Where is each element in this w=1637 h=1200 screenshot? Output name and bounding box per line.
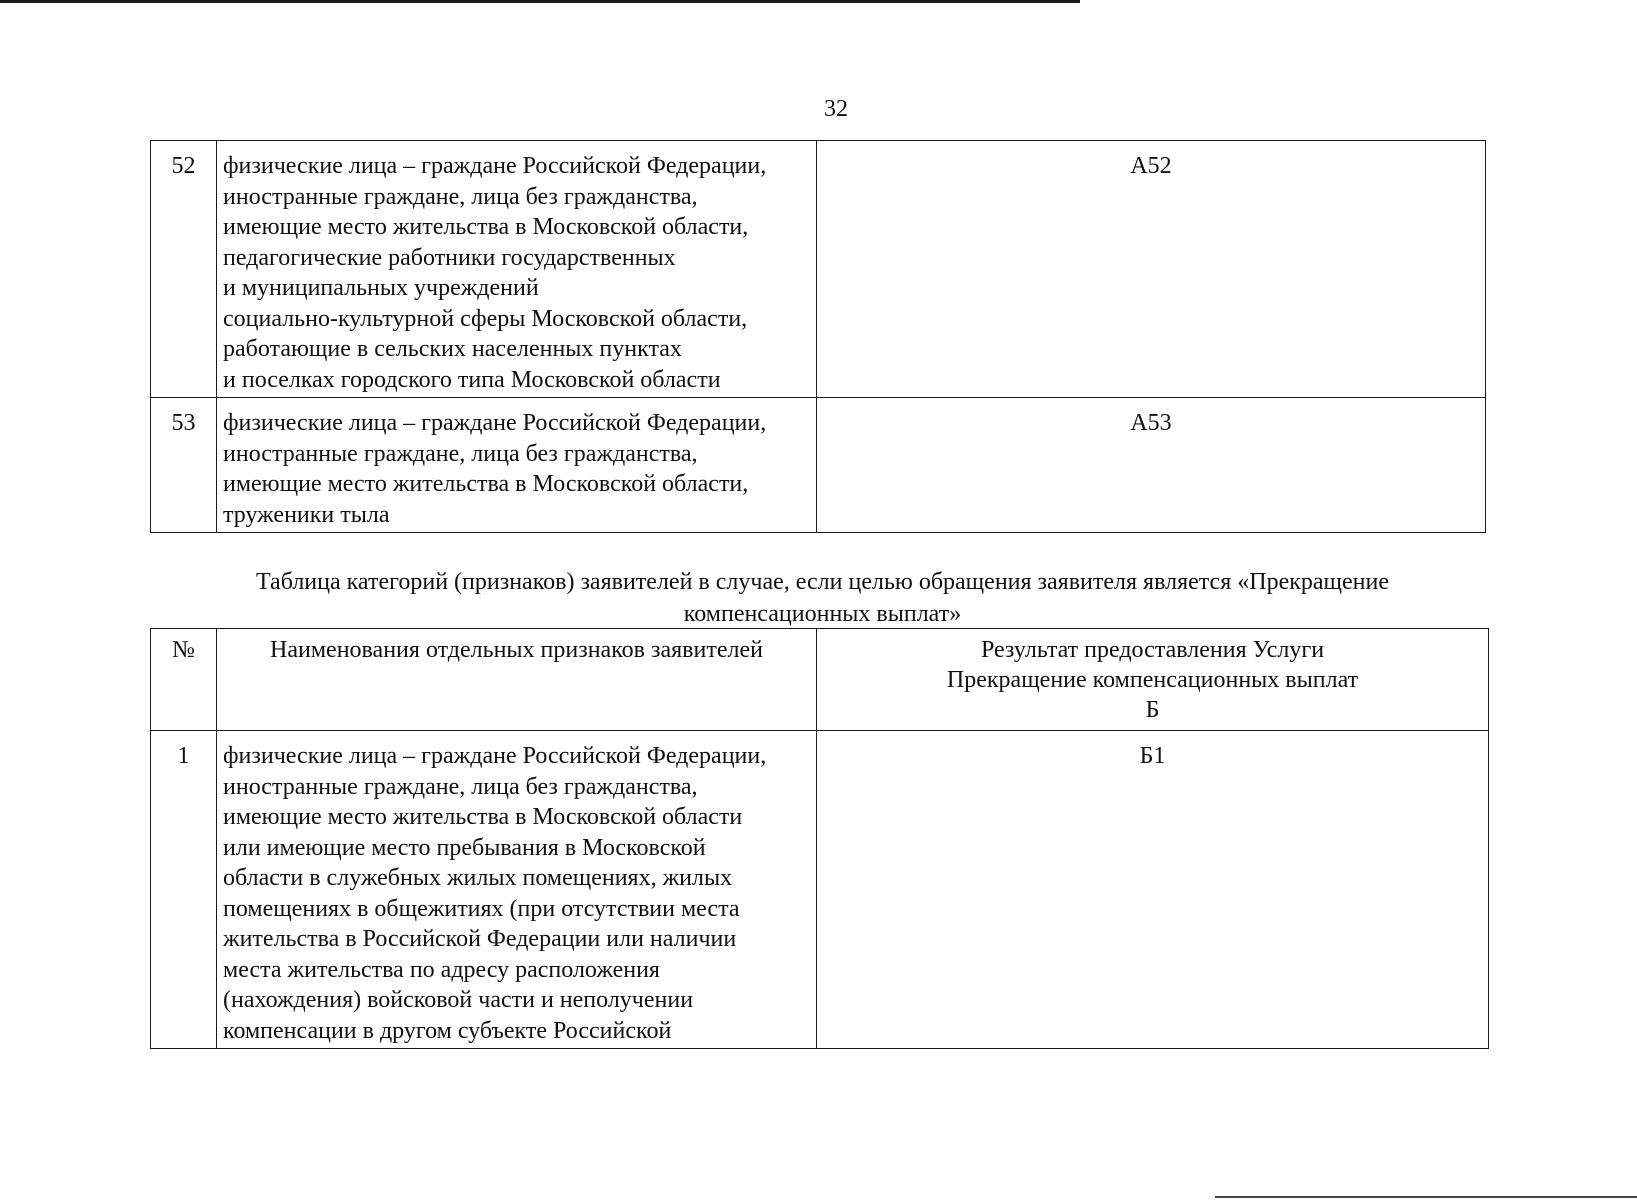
description-line: труженики тыла — [223, 501, 390, 528]
row-number: 1 — [151, 731, 217, 1049]
description-line: социально-культурной сферы Московской области, — [223, 305, 748, 332]
applicant-description — [217, 141, 817, 398]
termination-categories-table — [150, 628, 1489, 1049]
description-line: области в служебных жилых помещениях, жилых — [223, 865, 733, 891]
column-header-number: № — [151, 629, 217, 731]
description-line: помещениях в общежитиях (при отсутствии места — [223, 895, 740, 922]
description-line: иностранные граждане, лица без гражданства, — [223, 183, 698, 210]
description-line: (нахождения) войсковой части и неполучении — [223, 987, 694, 1013]
row-number: 52 — [151, 141, 217, 398]
caption-line: Таблица категорий (признаков) заявителей в случае, если целью обращения заявителя является «Прекращение — [255, 569, 1390, 595]
scan-border-bottom — [1215, 1196, 1637, 1198]
page-number: 32 — [824, 96, 848, 122]
header-line: Результат предоставления Услуги — [980, 637, 1325, 663]
description-line: имеющие место жительства в Московской области — [223, 804, 743, 830]
categories-table-continued — [150, 140, 1486, 533]
column-header-name: Наименования отдельных признаков заявителей — [217, 629, 817, 731]
header-line: Прекращение компенсационных выплат — [946, 667, 1359, 693]
description-line: работающие в сельских населенных пунктах — [223, 336, 682, 362]
description-line: физические лица – граждане Российской Федерации, — [223, 410, 767, 436]
caption-line: компенсационных выплат» — [683, 601, 962, 627]
table-row — [151, 141, 1486, 398]
table-row — [151, 731, 1489, 1049]
description-line: физические лица – граждане Российской Федерации, — [223, 743, 767, 769]
description-line: и муниципальных учреждений — [223, 275, 539, 301]
scan-border-top — [0, 0, 1080, 3]
header-line: Б — [1145, 697, 1160, 723]
description-line: физические лица – граждане Российской Федерации, — [223, 153, 767, 179]
column-header-result — [817, 629, 1489, 731]
result-code: Б1 — [817, 731, 1489, 1049]
description-line: имеющие место жительства в Московской области, — [223, 471, 749, 497]
description-line: компенсации в другом субъекте Российской — [223, 1017, 672, 1044]
description-line: места жительства по адресу расположения — [223, 956, 660, 983]
description-line: иностранные граждане, лица без гражданства, — [223, 440, 698, 467]
result-code: А53 — [817, 398, 1486, 533]
table-caption — [200, 566, 1445, 630]
description-line: имеющие место жительства в Московской области, — [223, 214, 749, 240]
table-header-row — [151, 629, 1489, 731]
result-code: А52 — [817, 141, 1486, 398]
description-line: и поселках городского типа Московской области — [223, 366, 721, 393]
applicant-description — [217, 731, 817, 1049]
description-line: жительства в Российской Федерации или наличии — [223, 926, 737, 952]
row-number: 53 — [151, 398, 217, 533]
description-line: иностранные граждане, лица без гражданства, — [223, 773, 698, 800]
description-line: педагогические работники государственных — [223, 244, 676, 271]
applicant-description — [217, 398, 817, 533]
description-line: или имеющие место пребывания в Московской — [223, 834, 706, 861]
table-row — [151, 398, 1486, 533]
